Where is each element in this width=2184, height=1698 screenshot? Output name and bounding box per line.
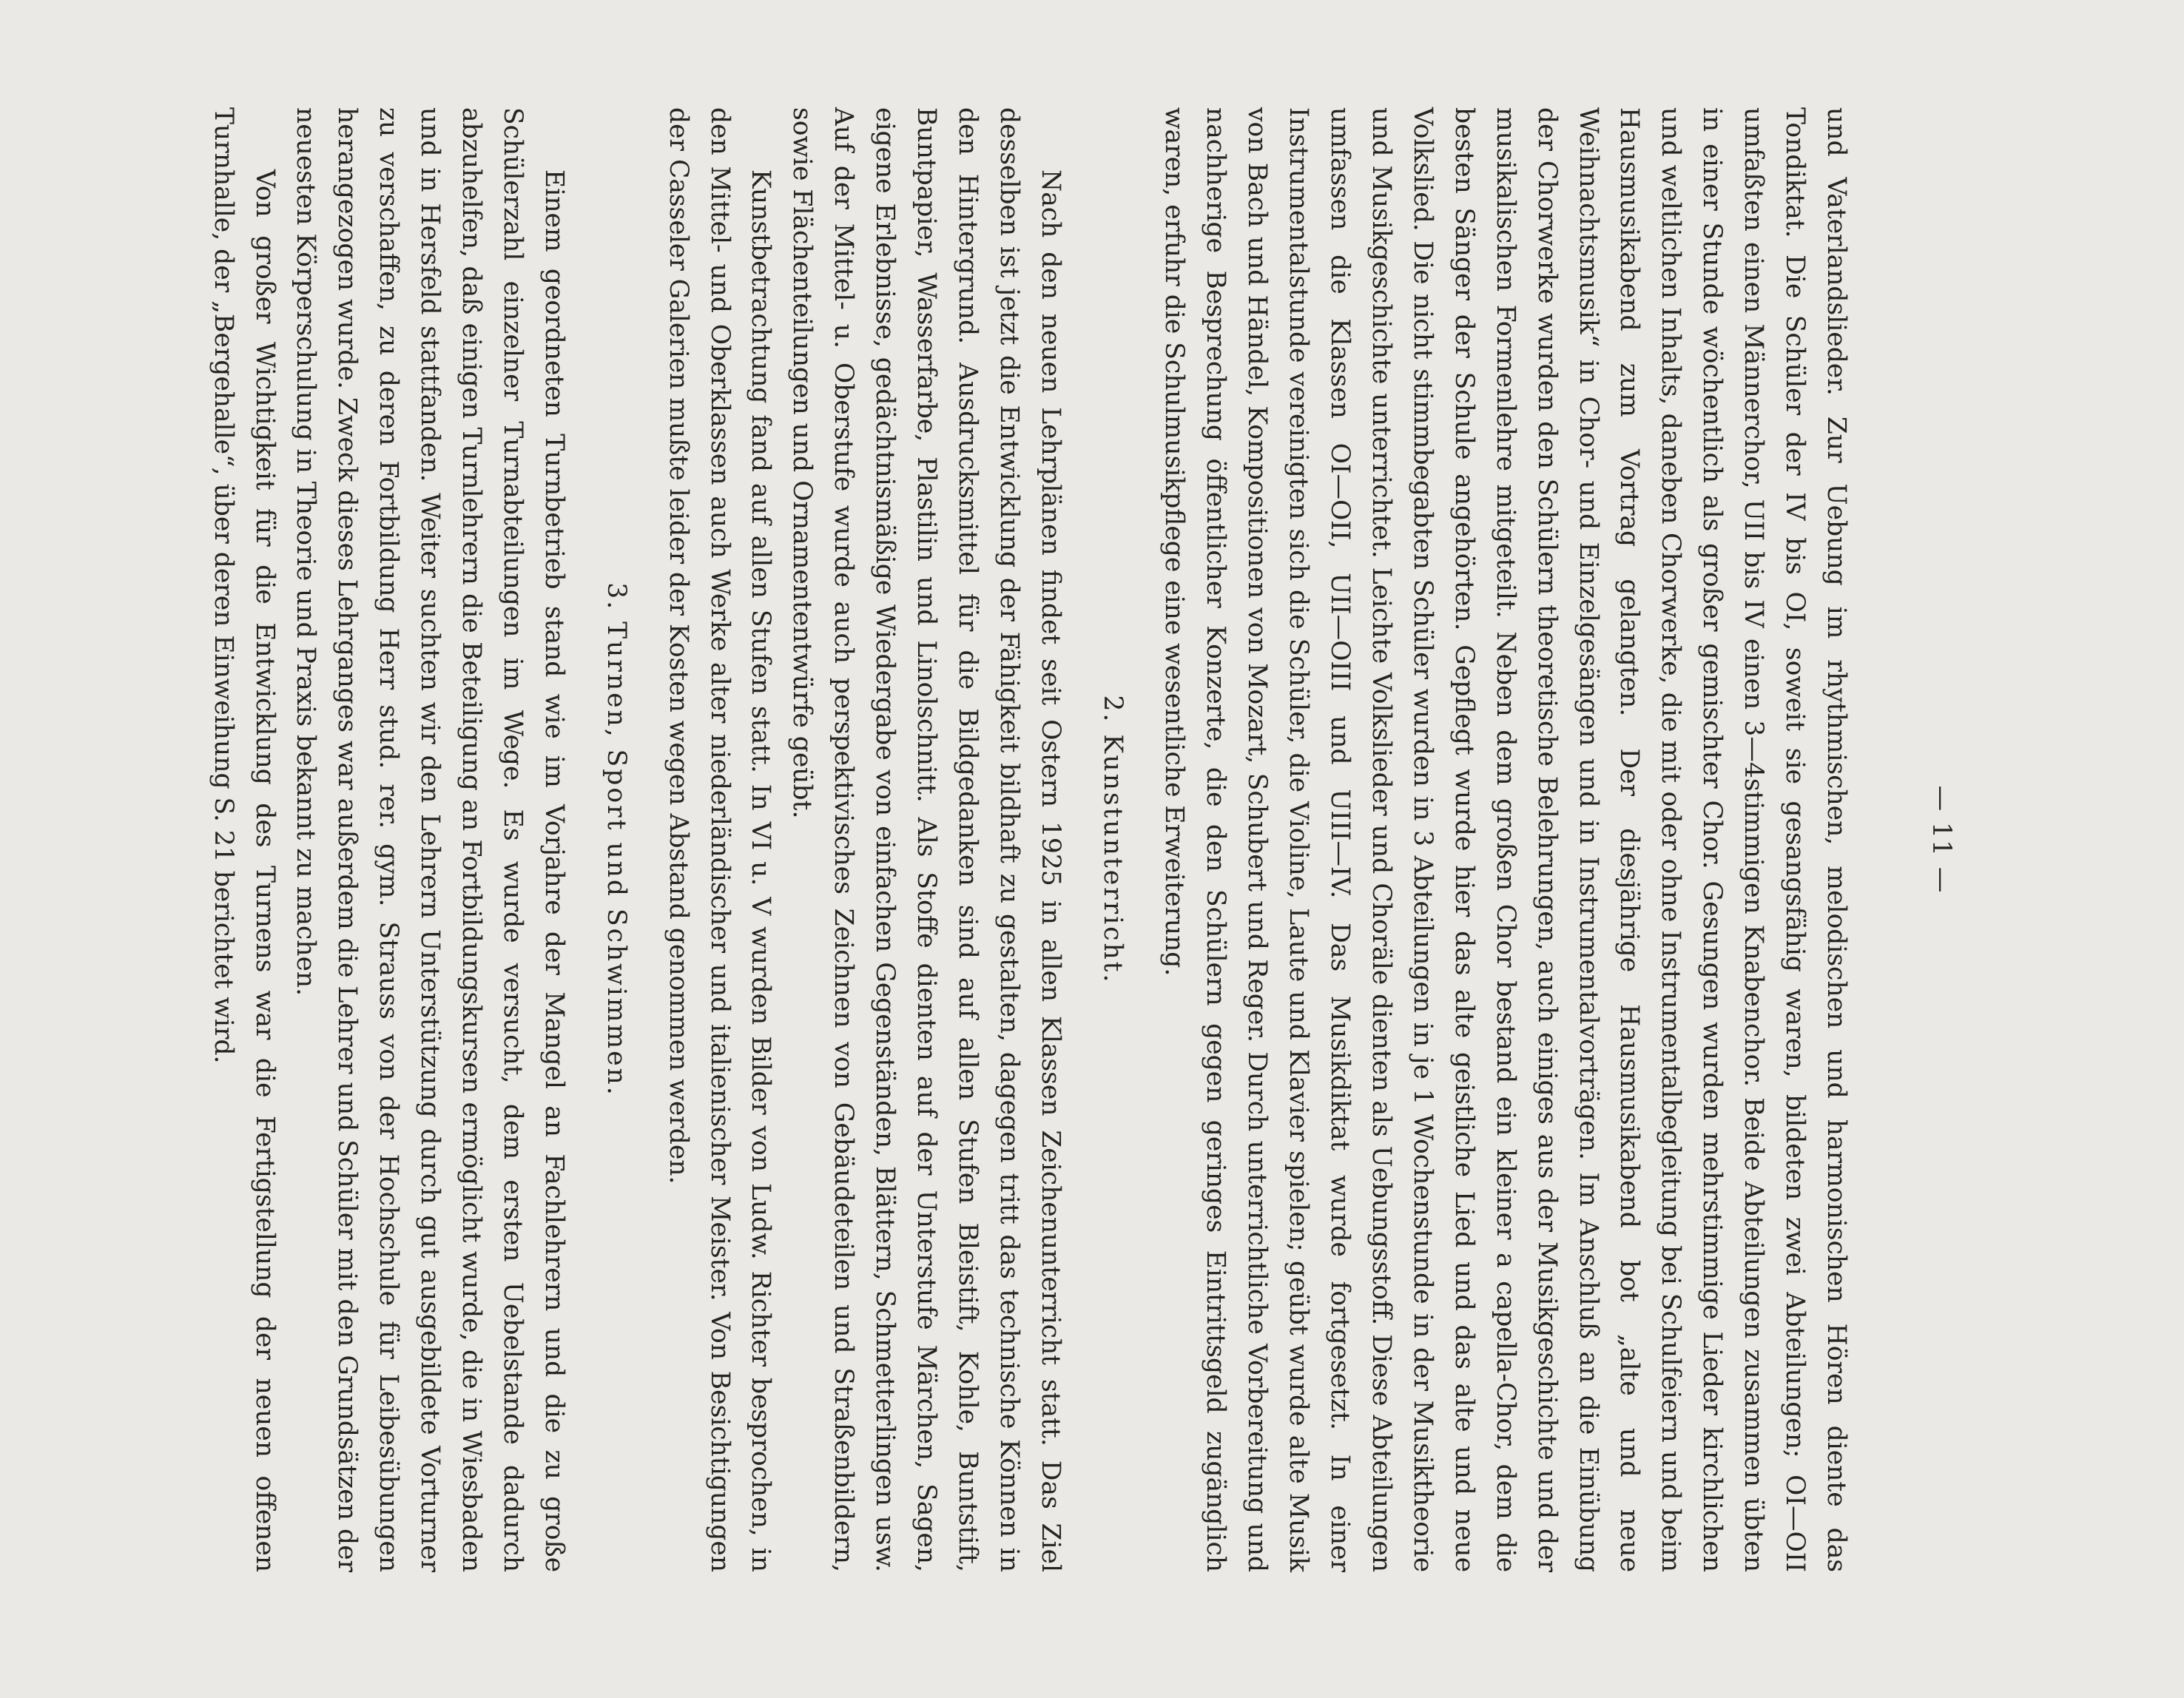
music-paragraph: und Vaterlandslieder. Zur Uebung im rhythmischen, melodischen und harmonischen Hören diente das Tondiktat. Die Schüler der IV bis OI, soweit sie gesangsfähig waren, bildeten zwei Abteilungen; OI—OII umfaßten einen Männerchor, UII bis IV einen 3—4stimmigen Knabenchor. Beide Abteilungen zusammen übten in einer Stunde wöchentlich als großer gemischter Chor. Gesungen wurden mehrstimmige Lieder kirchlichen und weltlichen Inhalts, daneben Chorwerke, die mit oder ohne Instrumentalbegleitung bei Schulfeiern und beim Hausmusikabend zum Vortrag gelangten. Der diesjährige Hausmusikabend bot „alte und neue Weihnachtsmusik“ in Chor- und Einzelgesängen und in Instrumentalvorträgen. Im Anschluß an die Einübung der Chorwerke wurden den Schülern theoretische Belehrungen, auch einiges aus der Musikgeschichte und der musikalischen Formenlehre mitgeteilt. Neben dem großen Chor bestand ein kleiner a capella-Chor, dem die besten Sänger der Schule angehörten. Gepflegt wurde hier das alte geistliche Lied und das alte und neue Volkslied. Die nicht stimmbegabten Schüler wurden in 3 Abteilungen in je 1 Wochenstunde in der Musiktheorie und Musikgeschichte unterrichtet. Leichte Volkslieder und Choräle dienten als Uebungsstoff. Diese Abteilungen umfassen die Klassen OI—OII, UII—OIII und UIII—IV. Das Musikdiktat wurde fortgesetzt. In einer Instrumentalstunde vereinigten sich die Schüler, die Violine, Laute und Klavier spielen; geübt wurde alte Musik von Bach und Händel, Kompositionen von Mozart, Schubert und Reger. Durch unterrichtliche Vorbereitung und nachherige Besprechung öffentlicher Konzerte, die den Schülern gegen geringes Eintrittsgeld zugänglich waren, erfuhr die Schulmusikpflege eine wesentliche Erweiterung. <box>1159 107 1851 1572</box>
turnen-paragraph-2: Von großer Wichtigkeit für die Entwicklung des Turnens war die Fertigstellung der neuen offenen Turnhalle, der „Bergehalle“, über deren Einweihung S. 21 berichtet wird. <box>208 107 280 1572</box>
turnen-paragraph-1: Einem geordneten Turnbetrieb stand wie im Vorjahre der Mangel an Fachlehrern und die zu große Schülerzahl einzelner Turnabteilungen im Wege. Es wurde versucht, dem ersten Uebelstande dadurch abzuhelfen, daß einigen Turnlehrern die Beteiligung an Fortbildungskursen ermöglicht wurde, die in Wiesbaden und in Hersfeld stattfanden. Weiter suchten wir den Lehrern Unterstützung durch gut ausgebildete Vorturner zu verschaffen, zu deren Fortbildung Herr stud. rer. gym. Strauss von der Hochschule für Leibesübungen herangezogen wurde. Zweck dieses Lehrganges war außerdem die Lehrer und Schüler mit den Grundsätzen der neuesten Körperschulung in Theorie und Praxis bekannt zu machen. <box>291 107 569 1572</box>
section-heading-kunstunterricht: 2. Kunstunterricht. <box>1097 695 1128 985</box>
kunst-paragraph-2: Kunstbetrachtung fand auf allen Stufen statt. In VI u. V wurden Bilder von Ludw. Richter besprochen, in den Mittel- und Oberklassen auch Werke alter niederländischer und italienischer Meister. Von Besichtigungen der Casseler Galerien mußte leider der Kosten wegen Abstand genommen werden. <box>663 107 776 1572</box>
text-column <box>202 107 1856 1572</box>
page-number: — 11 — <box>1927 785 1956 895</box>
section-heading-turnen: 3. Turnen, Sport und Schwimmen. <box>601 582 631 1097</box>
kunst-paragraph-1: Nach den neuen Lehrplänen findet seit Ostern 1925 in allen Klassen Zeichenunterricht statt. Das Ziel desselben ist jetzt die Entwicklung der Fähigkeit bildhaft zu gestalten, dagegen tritt das technische Können in den Hintergrund. Ausdrucksmittel für die Bildgedanken sind auf allen Stufen Bleistift, Kohle, Buntstift, Buntpapier, Wasserfarbe, Plastilin und Linolschnitt. Als Stoffe dienten auf der Unterstufe Märchen, Sagen, eigene Erlebnisse, gedächtnismäßige Wiedergabe von einfachen Gegenständen, Blättern, Schmetterlingen usw. Auf der Mittel- u. Oberstufe wurde auch perspektivisches Zeichnen von Gebäudeteilen und Straßenbildern, sowie Flächenteilungen und Ornamententwürfe geübt. <box>787 107 1065 1572</box>
rotated-text-block <box>208 107 1961 1602</box>
